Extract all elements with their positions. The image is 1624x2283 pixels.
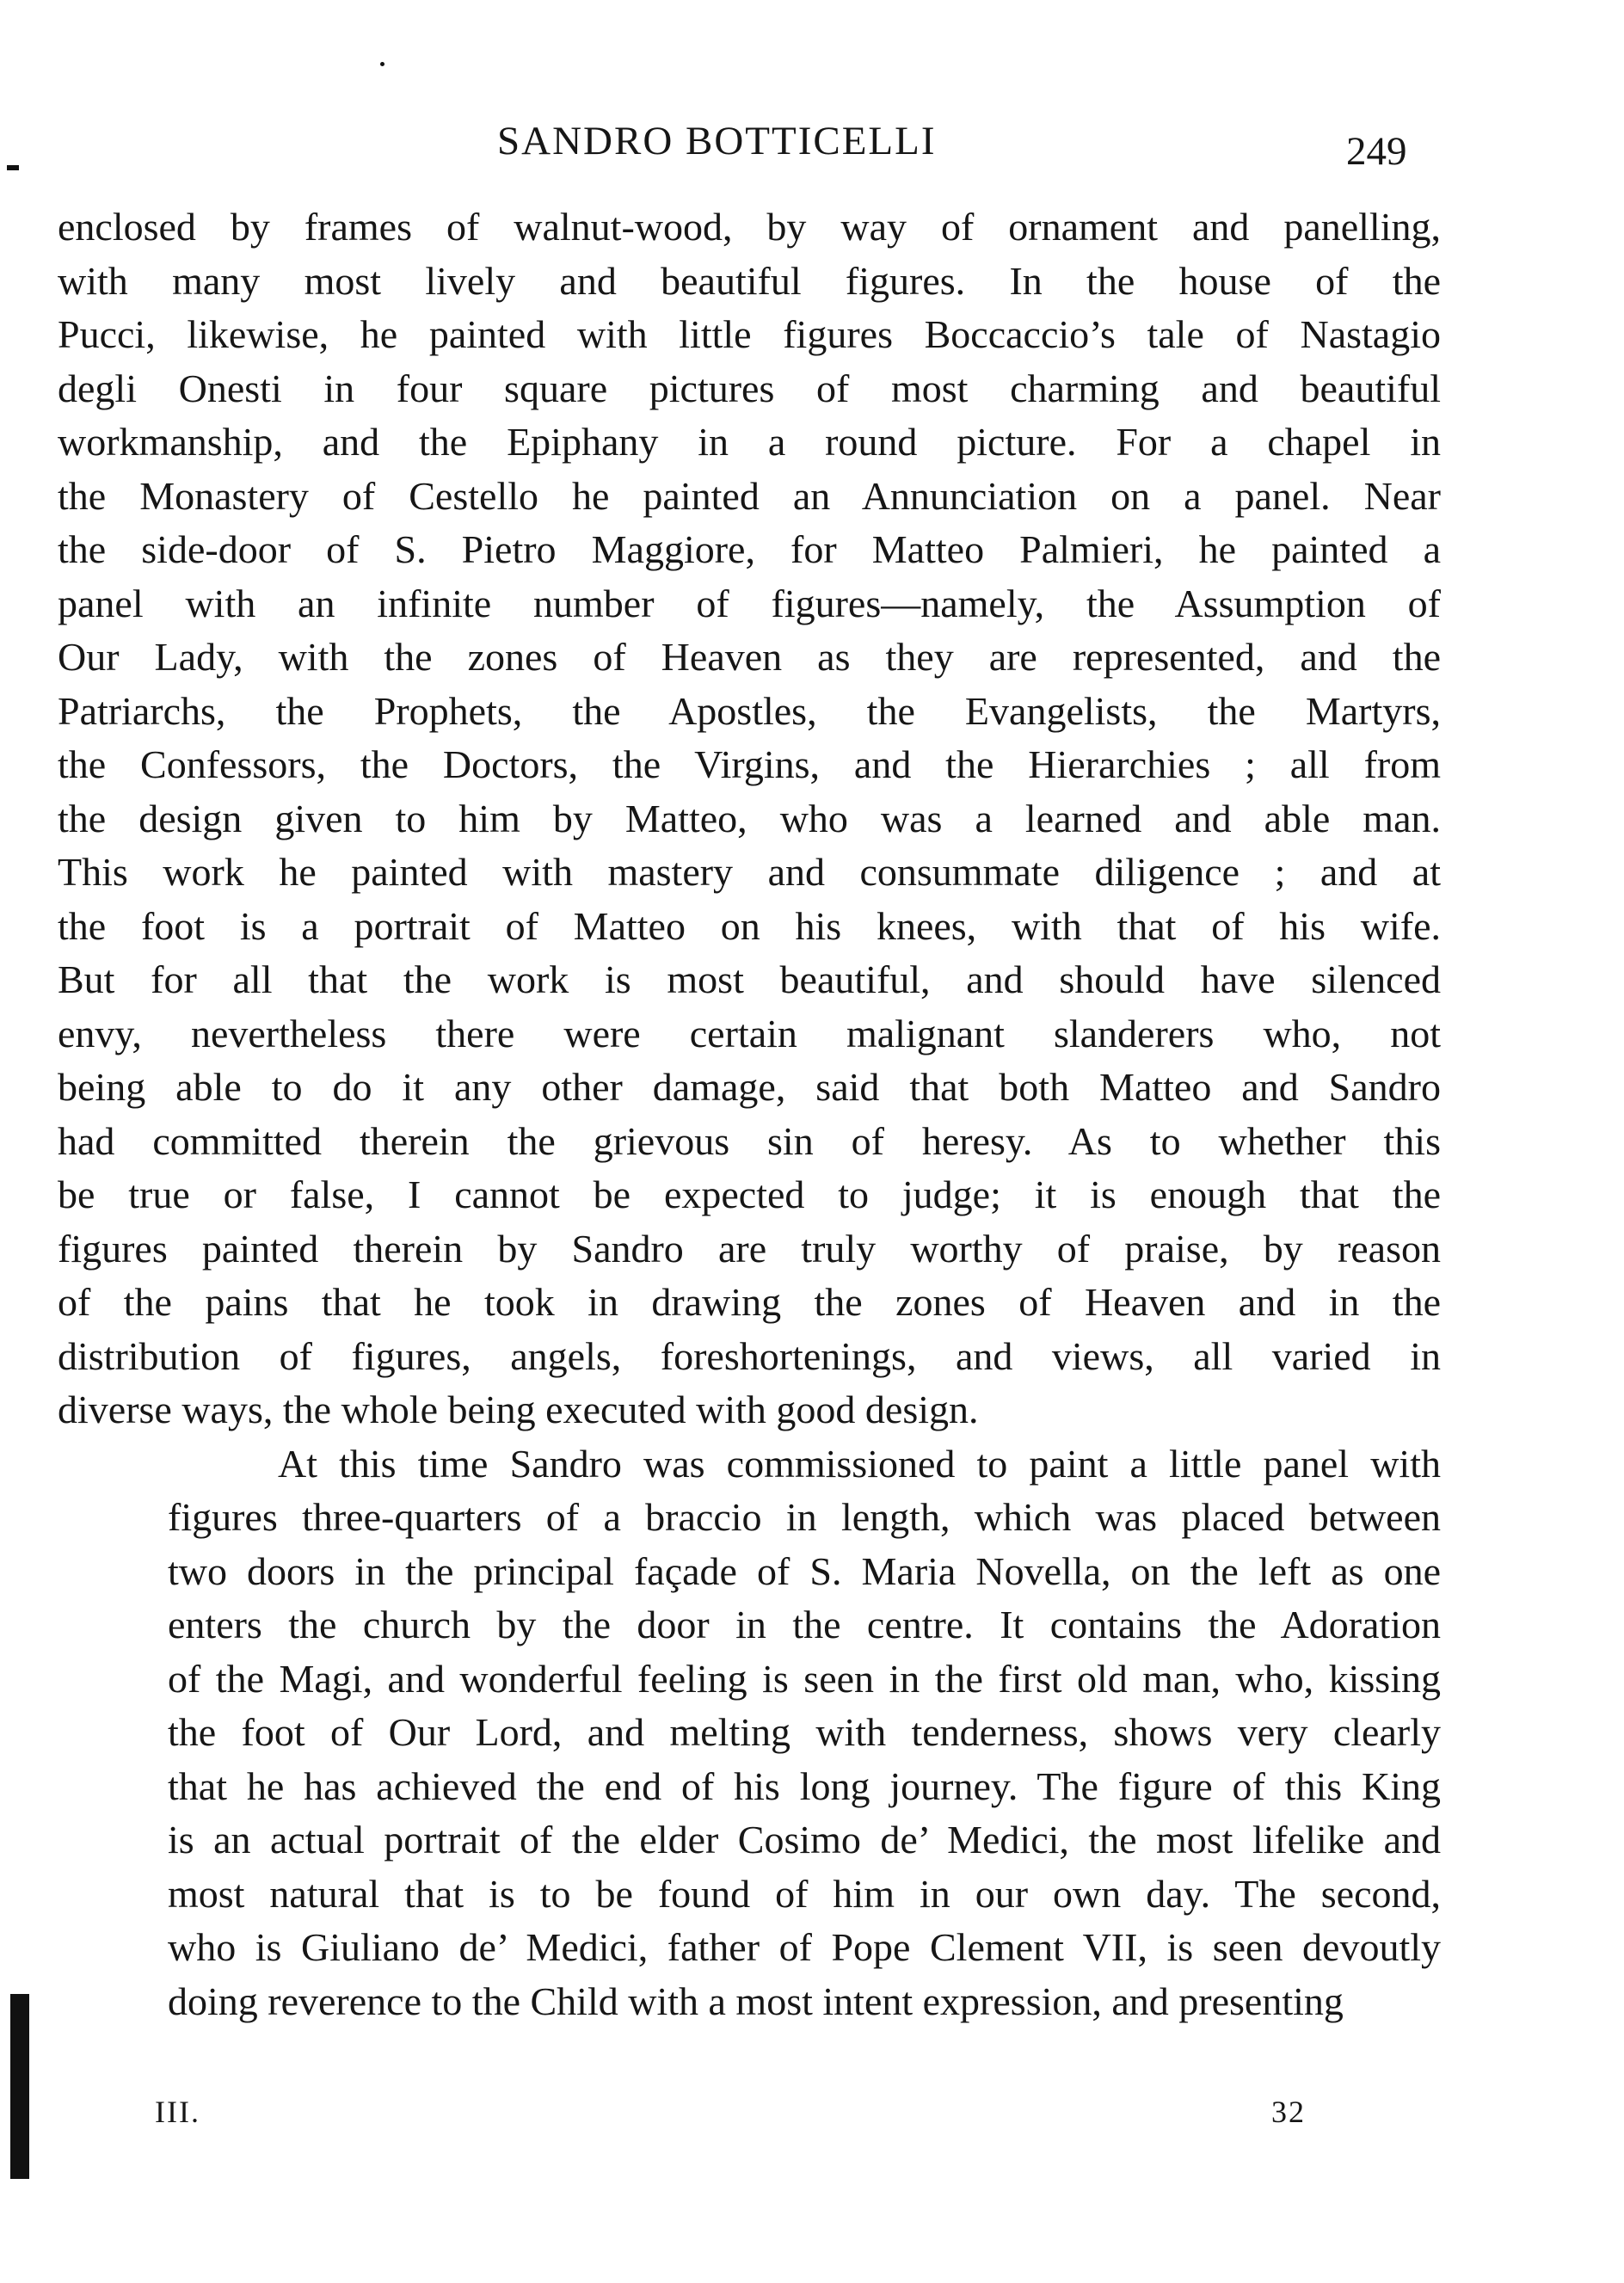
running-title: SANDRO BOTTICELLI xyxy=(497,119,937,163)
text-line: the side-door of S. Pietro Maggiore, for Matteo Palmieri, he painted a xyxy=(58,527,1441,571)
text-line: panel with an infinite number of figures—namely, the Assumption of xyxy=(58,581,1441,625)
text-line: But for all that the work is most beautiful, and should have silenced xyxy=(58,957,1441,1001)
text-line: is an actual portrait of the elder Cosimo de’ Medici, the most lifelike and xyxy=(168,1818,1441,1861)
text-line: that he has achieved the end of his long journey. The figure of this King xyxy=(168,1763,1441,1808)
text-line: degli Onesti in four square pictures of most charming and beautiful xyxy=(58,366,1441,410)
signature-mark-gathering: 32 xyxy=(1271,2095,1306,2129)
text-line: of the Magi, and wonderful feeling is seen in the first old man, who, kissing xyxy=(168,1656,1441,1701)
text-line: envy, nevertheless there were certain malignant slanderers who, not xyxy=(58,1011,1441,1055)
text-line: diverse ways, the whole being executed with good design. xyxy=(58,1388,979,1431)
text-line: enters the church by the door in the centre. It contains the Adoration xyxy=(168,1603,1441,1646)
text-line: be true or false, I cannot be expected to judge; it is enough that the xyxy=(58,1172,1441,1216)
text-line: with many most lively and beautiful figures. In the house of the xyxy=(58,258,1441,303)
text-line: distribution of figures, angels, foreshortenings, and views, all varied in xyxy=(58,1333,1441,1378)
scan-artifact-dot xyxy=(380,62,384,66)
text-line: workmanship, and the Epiphany in a round picture. For a chapel in xyxy=(58,420,1441,464)
scan-artifact-left-edge xyxy=(10,1994,29,2179)
text-line: the foot of Our Lord, and melting with tenderness, shows very clearly xyxy=(168,1710,1441,1754)
page-number: 249 xyxy=(1346,129,1407,174)
text-line: most natural that is to be found of him in our own day. The second, xyxy=(168,1871,1441,1916)
text-line: had committed therein the grievous sin of heresy. As to whether this xyxy=(58,1118,1441,1163)
text-line: enclosed by frames of walnut-wood, by way of ornament and panelling, xyxy=(58,205,1441,249)
text-line: the Confessors, the Doctors, the Virgins, and the Hierarchies ; all from xyxy=(58,742,1441,786)
text-line: of the pains that he took in drawing the zones of Heaven and in the xyxy=(58,1280,1441,1324)
text-line: the design given to him by Matteo, who was a learned and able man. xyxy=(58,796,1441,840)
text-line: figures three-quarters of a braccio in length, which was placed between xyxy=(168,1495,1441,1539)
text-line: two doors in the principal façade of S. Maria Novella, on the left as one xyxy=(168,1548,1441,1593)
text-line: This work he painted with mastery and consummate diligence ; and at xyxy=(58,850,1441,894)
text-line: the Monastery of Cestello he painted an Annunciation on a panel. Near xyxy=(58,473,1441,518)
paragraph-2 xyxy=(58,1437,1441,2029)
text-line: At this time Sandro was commissioned to paint a little panel with xyxy=(278,1441,1441,1486)
scan-artifact-arrow xyxy=(7,165,19,170)
paragraph-1 xyxy=(58,200,1441,1437)
text-line: who is Giuliano de’ Medici, father of Pope Clement VII, is seen devoutly xyxy=(168,1925,1441,1969)
text-line: Our Lady, with the zones of Heaven as they are represented, and the xyxy=(58,635,1441,679)
text-line: the foot is a portrait of Matteo on his knees, with that of his wife. xyxy=(58,903,1441,948)
body-text xyxy=(58,200,1441,2028)
text-line: doing reverence to the Child with a most intent expression, and presenting xyxy=(168,1978,1344,2023)
text-line: Pucci, likewise, he painted with little figures Boccaccio’s tale of Nastagio xyxy=(58,312,1441,356)
text-line: Patriarchs, the Prophets, the Apostles, the Evangelists, the Martyrs, xyxy=(58,688,1441,733)
running-header xyxy=(0,115,1624,174)
text-line: figures painted therein by Sandro are truly worthy of praise, by reason xyxy=(58,1226,1441,1271)
signature-mark-volume: III. xyxy=(155,2095,200,2129)
text-line: being able to do it any other damage, said that both Matteo and Sandro xyxy=(58,1065,1441,1109)
